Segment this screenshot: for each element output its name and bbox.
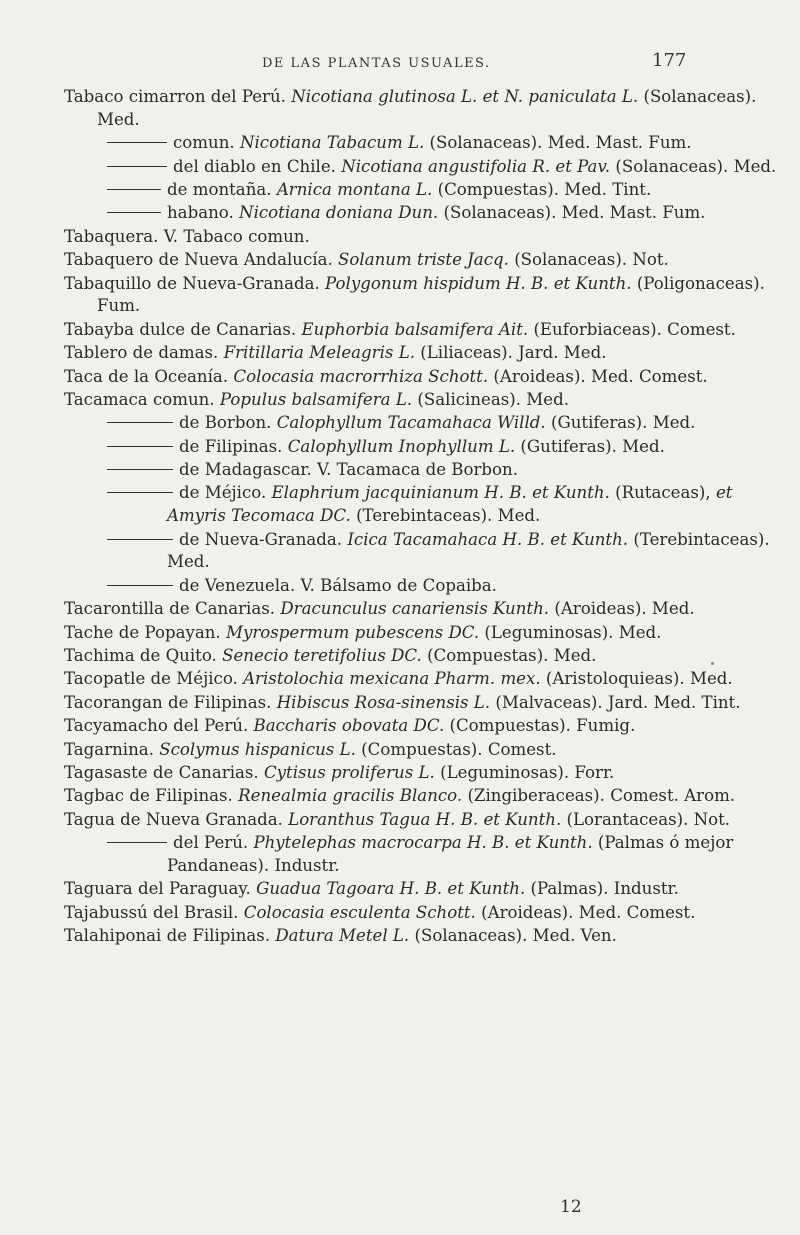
entry-family-uses: (Salicineas). Med. — [417, 389, 570, 409]
dictionary-entry — [64, 762, 784, 785]
ditto-dash — [107, 842, 167, 843]
entry-family-uses: (Poligonaceas). Fum. — [97, 273, 765, 316]
entry-family-uses: (Solanaceas). Med. Mast. Fum. — [429, 133, 692, 153]
entry-scientific-name: Calophyllum Inophyllum L. — [287, 436, 516, 456]
ditto-dash — [107, 189, 161, 190]
entry-family-uses: (Solanaceas). Not. — [514, 250, 669, 270]
entry-family-uses: (Solanaceas). Med. Ven. — [414, 926, 617, 946]
entry-common-name: Tagarnina. — [64, 739, 154, 759]
entry-common-name: de Borbon. — [179, 413, 272, 433]
entry-common-name: Taca de la Oceanía. — [64, 366, 229, 386]
entry-family-uses: (Rutaceas), — [615, 483, 711, 503]
dictionary-entry — [64, 156, 784, 179]
dictionary-entry — [64, 622, 784, 645]
entry-common-name: Tagbac de Filipinas. — [64, 786, 233, 806]
entry-common-name: Tabaco cimarron del Perú. — [64, 87, 286, 106]
entry-family-uses: (Gutiferas). Med. — [520, 436, 665, 456]
dictionary-entry — [64, 436, 784, 459]
entry-common-name: Tajabussú del Brasil. — [64, 902, 239, 922]
ditto-dash — [107, 212, 161, 213]
entry-family-uses: (Solanaceas). Med. — [615, 156, 777, 176]
entry-family-uses: (Leguminosas). Forr. — [440, 762, 615, 782]
entry-scientific-name: Myrospermum pubescens DC. — [225, 622, 480, 642]
entry-scientific-name: Colocasia esculenta Schott. — [243, 902, 476, 922]
entry-family-uses: (Lorantaceas). Not. — [566, 809, 731, 829]
entry-scientific-name: Loranthus Tagua H. B. et Kunth. — [288, 809, 562, 829]
entry-common-name: del diablo en Chile. — [173, 156, 336, 176]
entry-common-name: Tacopatle de Méjico. — [64, 669, 238, 689]
entry-common-name: del Perú. — [173, 833, 249, 853]
entry-common-name: Tagasaste de Canarias. — [64, 762, 259, 782]
dictionary-entry — [64, 902, 784, 925]
entry-family-uses: (Compuestas). Med. Tint. — [437, 179, 652, 199]
dictionary-entry — [64, 202, 784, 225]
entry-common-name: Tache de Popayan. — [64, 622, 221, 642]
dictionary-entry — [64, 249, 784, 272]
entry-family-uses: (Aroideas). Med. Comest. — [493, 366, 708, 386]
dictionary-entry — [64, 86, 784, 132]
entry-common-name: de Méjico. — [179, 483, 267, 503]
ditto-dash — [107, 142, 167, 143]
entry-scientific-name: Fritillaria Meleagris L. — [223, 343, 415, 363]
dictionary-entry — [64, 832, 784, 878]
running-head: DE LAS PLANTAS USUALES. — [262, 56, 491, 71]
entry-family-uses: (Zingiberaceas). Comest. Arom. — [467, 786, 736, 806]
dictionary-entries — [64, 86, 784, 948]
dictionary-entry — [64, 692, 784, 715]
dictionary-entry — [64, 878, 784, 901]
entry-family-uses: (Solanaceas). Med. Mast. Fum. — [443, 203, 706, 223]
ink-speck — [711, 662, 714, 665]
entry-common-name: Tabayba dulce de Canarias. — [64, 319, 297, 339]
entry-common-name: Taguara del Paraguay. — [64, 879, 251, 899]
entry-family-uses: (Aristoloquieas). Med. — [545, 669, 733, 689]
entry-scientific-name: Arnica montana L. — [276, 179, 433, 199]
entry-scientific-name: et Amyris Tecomaca DC. — [167, 483, 733, 526]
entry-scientific-name: Datura Metel L. — [275, 926, 410, 946]
entry-common-name: de Nueva-Granada. — [179, 529, 343, 549]
dictionary-entry — [64, 482, 784, 528]
ditto-dash — [107, 585, 173, 586]
entry-common-name: de Venezuela. V. Bálsamo de Copaiba. — [179, 575, 497, 595]
entry-family-uses: (Liliaceas). Jard. Med. — [420, 343, 607, 363]
entry-scientific-name: Colocasia macrorrhiza Schott. — [233, 366, 489, 386]
ditto-dash — [107, 539, 173, 540]
entry-family-uses: (Compuestas). Med. — [427, 646, 597, 665]
dictionary-entry — [64, 645, 784, 668]
entry-scientific-name: Nicotiana Tabacum L. — [239, 133, 425, 153]
dictionary-entry — [64, 715, 784, 738]
dictionary-entry — [64, 598, 784, 621]
entry-scientific-name: Calophyllum Tacamahaca Willd. — [276, 413, 546, 433]
entry-scientific-name: Dracunculus canariensis Kunth. — [280, 599, 550, 619]
entry-family-uses: (Aroideas). Med. Comest. — [481, 902, 696, 922]
entry-family-uses: (Gutiferas). Med. — [550, 413, 696, 433]
entry-common-name: habano. — [167, 203, 234, 223]
dictionary-entry — [64, 273, 784, 319]
dictionary-entry — [64, 412, 784, 435]
entry-scientific-name: Renealmia gracilis Blanco. — [238, 786, 463, 806]
ditto-dash — [107, 422, 173, 423]
dictionary-entry — [64, 575, 784, 598]
entry-common-name: Tabaquero de Nueva Andalucía. — [64, 250, 333, 270]
entry-scientific-name: Solanum triste Jacq. — [338, 250, 509, 270]
dictionary-entry — [64, 925, 784, 948]
entry-family-uses: (Solanaceas). Med. — [97, 87, 757, 129]
signature-mark: 12 — [560, 1197, 582, 1217]
entry-scientific-name: Icica Tacamahaca H. B. et Kunth. — [347, 529, 629, 549]
entry-scientific-name: Scolymus hispanicus L. — [159, 739, 356, 759]
dictionary-entry — [64, 342, 784, 365]
dictionary-entry — [64, 785, 784, 808]
dictionary-entry — [64, 366, 784, 389]
entry-scientific-name: Polygonum hispidum H. B. et Kunth. — [325, 273, 632, 293]
entry-scientific-name: Elaphrium jacquinianum H. B. et Kunth. — [271, 483, 610, 503]
dictionary-entry — [64, 389, 784, 412]
entry-scientific-name: Senecio teretifolius DC. — [222, 646, 422, 665]
entry-common-name: Tabaquera. V. Tabaco comun. — [64, 226, 310, 246]
entry-family-uses: (Euforbiaceas). Comest. — [533, 319, 736, 339]
dictionary-entry — [64, 179, 784, 202]
entry-common-name: Tagua de Nueva Granada. — [64, 809, 283, 829]
entry-common-name: Tacyamacho del Perú. — [64, 716, 249, 736]
dictionary-entry — [64, 132, 784, 155]
entry-common-name: Tacarontilla de Canarias. — [64, 599, 276, 619]
entry-common-name: Tabaquillo de Nueva-Granada. — [64, 273, 320, 293]
entry-scientific-name: Cytisus proliferus L. — [263, 762, 435, 782]
entry-family-uses: (Palmas ó mejor Pandaneas). Industr. — [167, 833, 734, 875]
dictionary-entry — [64, 319, 784, 342]
entry-scientific-name: Nicotiana glutinosa L. et N. paniculata L. — [291, 87, 639, 106]
ditto-dash — [107, 469, 173, 470]
entry-common-name: Tacorangan de Filipinas. — [64, 692, 272, 712]
entry-common-name: Tachima de Quito. — [64, 646, 217, 665]
entry-scientific-name: Nicotiana doniana Dun. — [239, 203, 439, 223]
dictionary-entry — [64, 668, 784, 691]
entry-common-name: comun. — [173, 133, 235, 153]
page-number: 177 — [652, 50, 687, 71]
page-header — [0, 50, 800, 80]
entry-family-uses: (Compuestas). Comest. — [361, 739, 557, 759]
entry-common-name: de Filipinas. — [179, 436, 283, 456]
entry-family-uses: (Terebintaceas). Med. — [167, 529, 770, 572]
entry-scientific-name: Euphorbia balsamifera Ait. — [301, 319, 529, 339]
entry-scientific-name: Hibiscus Rosa-sinensis L. — [276, 692, 491, 712]
entry-family-uses: (Aroideas). Med. — [554, 599, 695, 619]
entry-common-name: de montaña. — [167, 179, 272, 199]
dictionary-entry — [64, 739, 784, 762]
ditto-dash — [107, 492, 173, 493]
entry-family-uses: (Malvaceas). Jard. Med. Tint. — [495, 692, 741, 712]
dictionary-entry — [64, 529, 784, 575]
entry-family-uses: (Terebintaceas). Med. — [356, 506, 541, 526]
entry-family-uses: (Palmas). Industr. — [530, 879, 679, 899]
ditto-dash — [107, 446, 173, 447]
entry-common-name: Talahiponai de Filipinas. — [64, 926, 271, 946]
ditto-dash — [107, 166, 167, 167]
entry-scientific-name: Aristolochia mexicana Pharm. mex. — [243, 669, 541, 689]
entry-common-name: Tacamaca comun. — [64, 389, 215, 409]
entry-common-name: Tablero de damas. — [64, 343, 219, 363]
entry-scientific-name: Nicotiana angustifolia R. et Pav. — [341, 156, 611, 176]
entry-scientific-name: Phytelephas macrocarpa H. B. et Kunth. — [253, 833, 593, 853]
entry-scientific-name: Guadua Tagoara H. B. et Kunth. — [256, 879, 526, 899]
entry-scientific-name: Populus balsamifera L. — [219, 389, 413, 409]
entry-scientific-name: Baccharis obovata DC. — [253, 716, 445, 736]
dictionary-entry — [64, 226, 784, 249]
entry-common-name: de Madagascar. V. Tacamaca de Borbon. — [179, 460, 518, 480]
entry-family-uses: (Compuestas). Fumig. — [449, 716, 636, 736]
dictionary-entry — [64, 809, 784, 832]
entry-family-uses: (Leguminosas). Med. — [484, 622, 662, 642]
dictionary-entry — [64, 459, 784, 482]
